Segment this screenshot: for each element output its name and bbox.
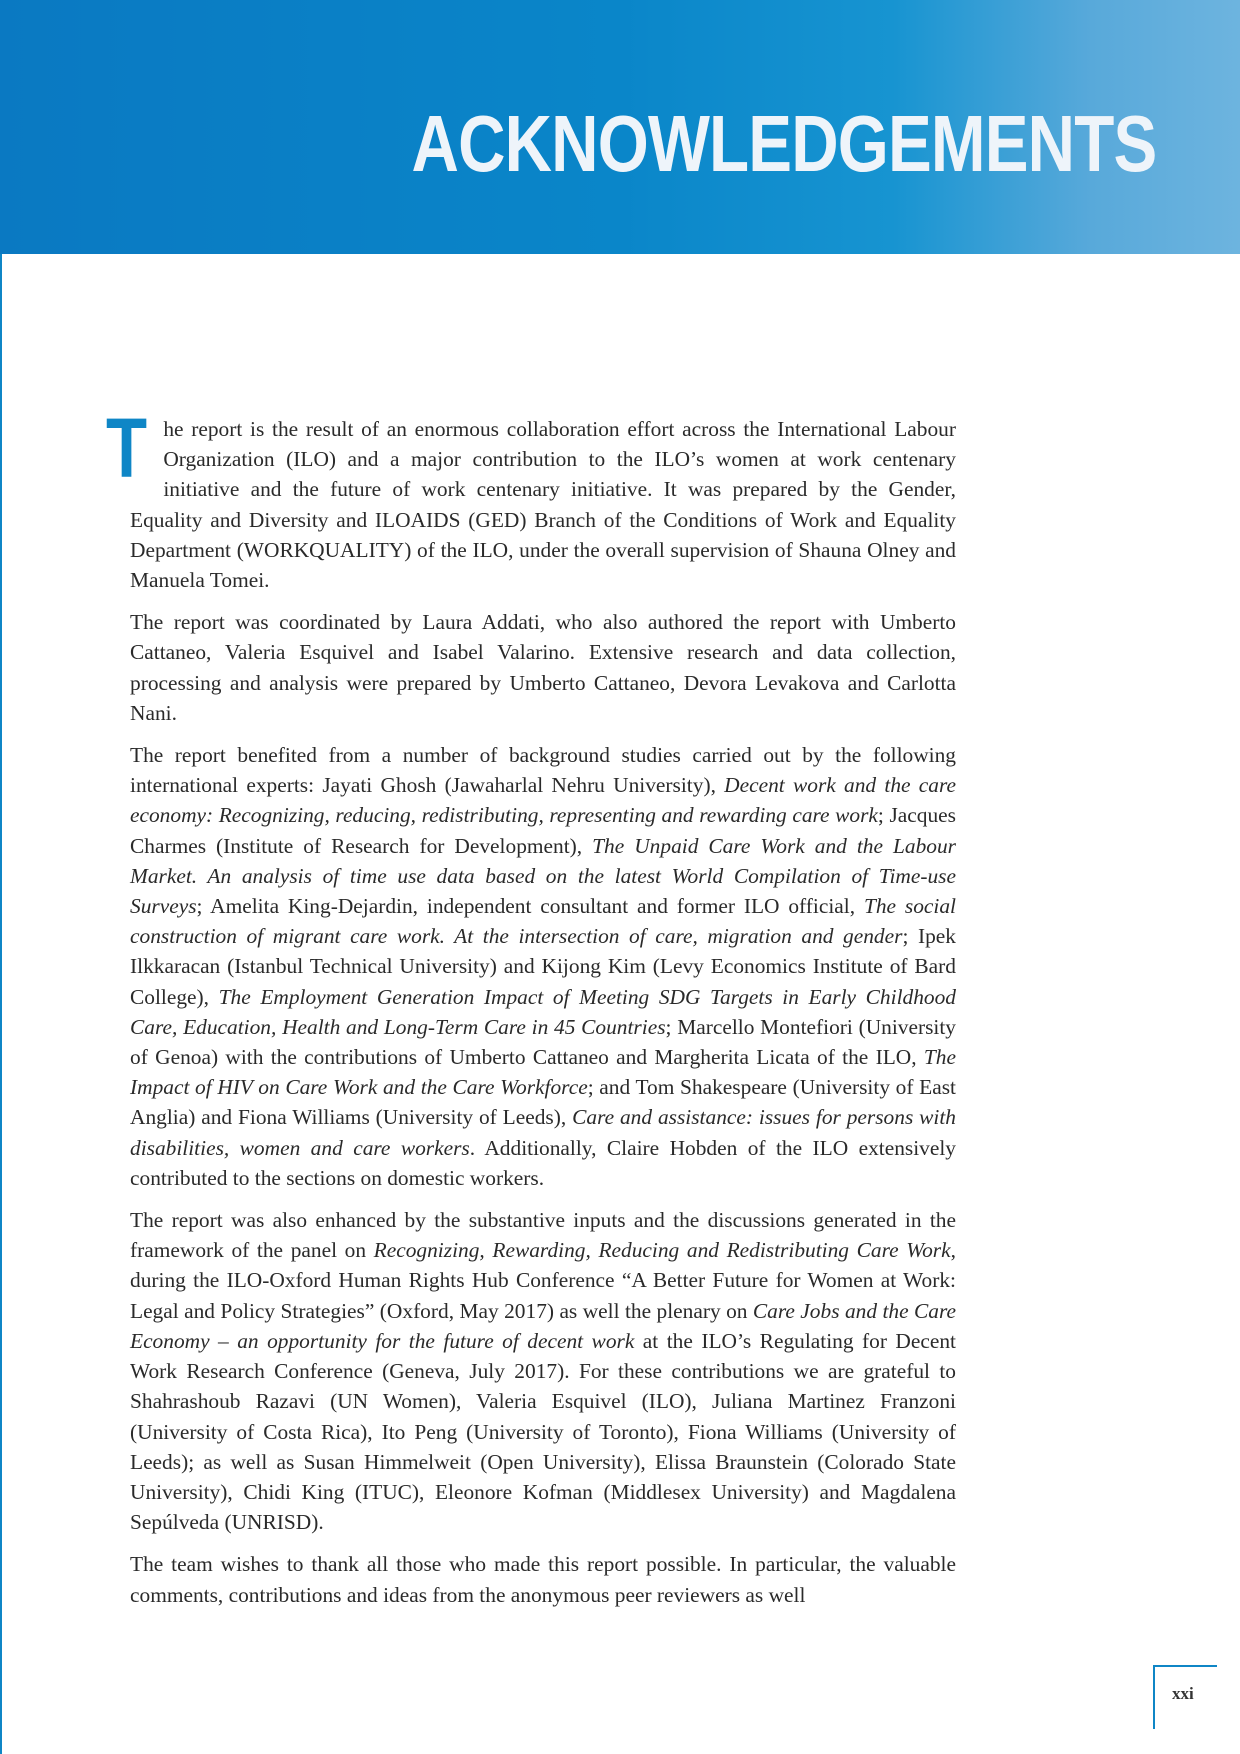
text-run: ; Amelita King-Dejardin, independent consultant and former ILO official, xyxy=(196,894,864,919)
text-run: ; Jacques Charmes (Institute of Research for Development), xyxy=(130,803,956,858)
text-run: at the ILO’s Regulating for Decent Work Research Conference (Geneva, July 2017). For these contributions we are grateful to Shahrashoub Razavi (UN Women), Valeria Esquivel (ILO), Juliana Martinez Franzoni (University of Costa Rica), Ito Peng (University of Toronto), Fiona Williams (University of Leeds); as well as Susan Himmelweit (Open University), Elissa Braunstein (Colorado State University), Chidi King (ITUC), Eleonore Kofman (Middlesex University) and Magdalena Sepúlveda (UNRISD). xyxy=(130,1328,956,1535)
italic-title-run: Care Jobs and the Care Economy – an opportunity for the future of decent work xyxy=(130,1298,956,1353)
left-margin-rule xyxy=(0,0,2,1754)
italic-title-run: Recognizing, Rewarding, Reducing and Redistributing Care Work xyxy=(373,1238,951,1263)
italic-title-run: The Impact of HIV on Care Work and the Care Workforce xyxy=(130,1045,956,1100)
text-run: The report benefited from a number of background studies carried out by the following international experts: Jayati Ghosh (Jawaharlal Nehru University), xyxy=(130,743,956,798)
text-run: ; and Tom Shakespeare (University of East Anglia) and Fiona Williams (University of Leeds), xyxy=(130,1075,956,1130)
italic-title-run: Care and assistance: issues for persons with disabilities, women and care workers xyxy=(130,1105,957,1160)
italic-title-run: Decent work and the care economy: Recognizing, reducing, redistributing, representing and rewarding care work xyxy=(130,773,956,828)
body-text xyxy=(106,401,957,1622)
paragraph-2: The report was coordinated by Laura Addati, who also authored the report with Umberto Cattaneo, Valeria Esquivel and Isabel Valarino. Extensive research and data collection, processing and analysis were prepared by Umberto Cattaneo, Devora Levakova and Carlotta Nani. xyxy=(130,610,956,725)
italic-title-run: The Unpaid Care Work and the Labour Market. An analysis of time use data based on the latest World Compilation of Time-use Surveys xyxy=(130,833,956,919)
page-title: ACKNOWLEDGEMENTS xyxy=(411,99,1156,188)
paragraph-5: The team wishes to thank all those who made this report possible. In particular, the valuable comments, contributions and ideas from the anonymous peer reviewers as well xyxy=(130,1552,956,1607)
paragraph-4 xyxy=(130,1205,956,1537)
header-band xyxy=(0,0,1240,254)
text-run: ; Ipek Ilkkaracan (Istanbul Technical University) and Kijong Kim (Levy Economics Institute of Bard College), xyxy=(130,924,956,1009)
drop-cap: T xyxy=(106,401,148,495)
italic-title-run: The Employment Generation Impact of Meeting SDG Targets in Early Childhood Care, Education, Health and Long-Term Care in 45 Countries xyxy=(130,984,956,1039)
paragraph-1 xyxy=(106,401,956,595)
paragraph-3 xyxy=(130,740,956,1193)
text-run: ; Marcello Montefiori (University of Genoa) with the contributions of Umberto Cattaneo and Margherita Licata of the ILO, xyxy=(130,1014,956,1070)
text-run: The report was also enhanced by the substantive inputs and the discussions generated in the framework of the panel on xyxy=(130,1208,956,1263)
paragraph-1-text: he report is the result of an enormous collaboration effort across the International Labour Organization (ILO) and a major contribution to the ILO’s women at work centenary initiative and the future of work centenary initiative. It was prepared by the Gender, Equality and Diversity and ILOAIDS (GED) Branch of the Conditions of Work and Equality Department (WORKQUALITY) of the ILO, under the overall supervision of Shauna Olney and Manuela Tomei. xyxy=(130,417,956,593)
page-number: xxi xyxy=(1172,1684,1194,1703)
text-run: , during the ILO-Oxford Human Rights Hub Conference “A Better Future for Women at Work: Legal and Policy Strategies” (Oxford, May 2017) as well the plenary on xyxy=(130,1238,956,1323)
text-run: . Additionally, Claire Hobden of the ILO extensively contributed to the sections on domestic workers. xyxy=(130,1135,956,1190)
italic-title-run: The social construction of migrant care work. At the intersection of care, migration and gender xyxy=(130,894,956,949)
